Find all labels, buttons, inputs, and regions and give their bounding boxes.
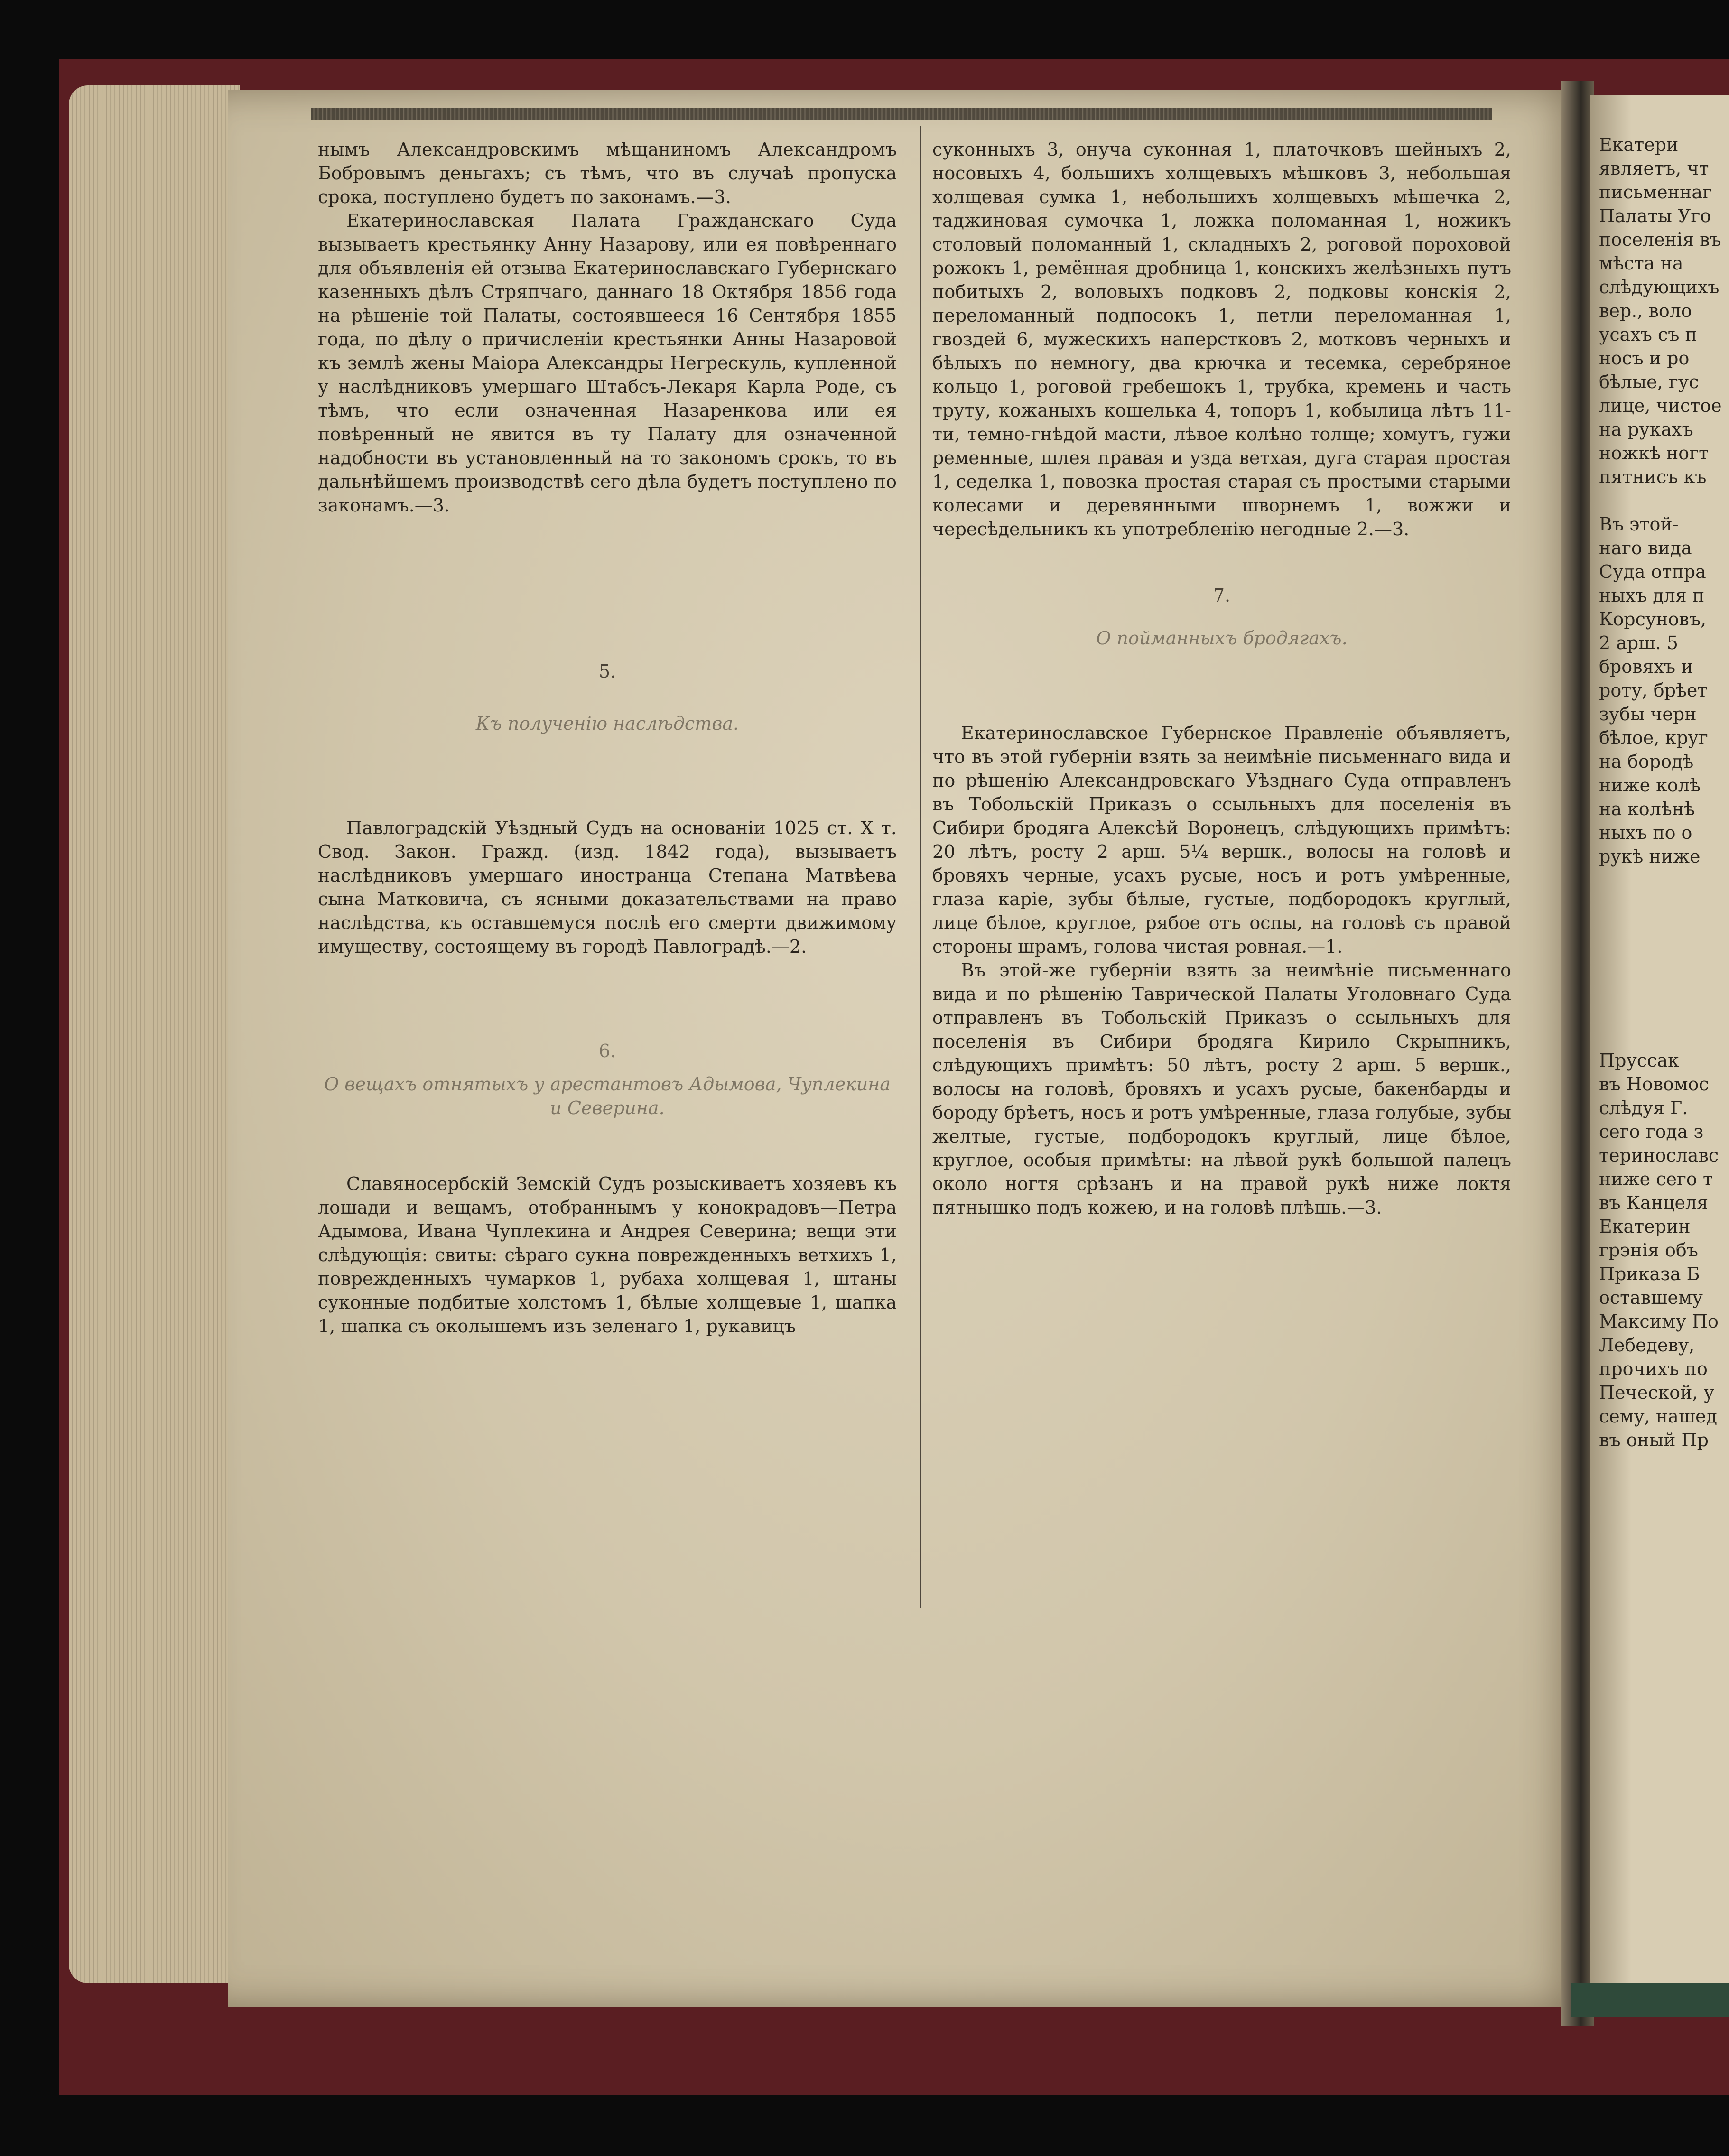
right-page-line: пятнисъ къ	[1599, 466, 1707, 487]
right-page-line: Лебедеву,	[1599, 1335, 1695, 1356]
right-column	[932, 138, 1511, 1219]
right-page-line: поселенія въ	[1599, 229, 1721, 250]
paragraph-voronets: Екатеринославское Губернское Правленіе объявляетъ, что въ этой губерніи взять за неимѣніе письменнаго вида и по рѣшенію Александровскаго Уѣзднаго Суда отправленъ въ Тобольскій Приказъ о ссыльныхъ для поселенія въ Сибири бродяга Алексѣй Воронецъ, слѣдующихъ примѣтъ: 20 лѣтъ, росту 2 арш. 5¼ вершк., волосы на головѣ и бровяхъ черные, усахъ русые, носъ и ротъ умѣренные, глаза каріе, зубы бѣлые, густые, подбородокъ круглый, лице бѣлое, круглое, рябое отъ оспы, на головѣ съ правой стороны шрамъ, голова чистая ровная.—1.	[932, 723, 1511, 957]
paragraph-nazarova: Екатеринославская Палата Гражданскаго Суда вызываетъ крестьянку Анну Назарову, или ея повѣреннаго для объявленія ей отзыва Екатеринославскаго Губернскаго казенныхъ дѣлъ Стряпчаго, даннаго 18 Октября 1856 года на рѣшеніе той Палаты, состоявшееся 16 Сентября 1855 года, по дѣлу о причисленіи крестьянки Анны Назаровой къ землѣ жены Маіора Александры Негрескуль, купленной у наслѣдниковъ умершаго Штабсъ-Лекаря Карла Роде, съ тѣмъ, что если означенная Назаренкова или ея повѣренный не явится въ ту Палату для означенной надобности въ установленный на то закономъ срокъ, то въ дальнѣйшемъ производствѣ сего дѣла будетъ поступлено по законамъ.—3.	[318, 210, 897, 516]
right-page-line: на бородѣ	[1599, 751, 1694, 772]
top-decorative-rule	[311, 108, 1492, 120]
column-divider	[920, 126, 921, 1608]
right-page-line: Екатерин	[1599, 1216, 1691, 1237]
green-page-edge	[1571, 1983, 1729, 2017]
right-page-line: Палаты Уго	[1599, 205, 1711, 226]
right-page-line: Корсуновъ,	[1599, 609, 1707, 630]
right-page-line: ниже колѣ	[1599, 775, 1701, 796]
right-page-line: лице, чистое	[1599, 395, 1722, 416]
right-page-line: сего года з	[1599, 1121, 1704, 1142]
section-number-5: 5.	[598, 661, 616, 682]
paragraph-skrypnik: Въ этой-же губерніи взять за неимѣніе письменнаго вида и по рѣшенію Таврической Палаты Уголовнаго Суда отправленъ въ Тобольскій Приказъ о ссыльныхъ для поселенія въ Сибири бродяга Кирило Скрыпникъ, слѣдующихъ примѣтъ: 50 лѣтъ, росту 2 арш. 5 вершк., волосы на головѣ, бровяхъ и усахъ русые, бакенбарды и бороду брѣетъ, носъ и ротъ умѣренные, глаза голубые, зубы желтые, густые, подбородокъ круглый, лице бѣлое, круглое, особыя примѣты: на лѣвой рукѣ большой палецъ около ногтя срѣзанъ и на правой рукѣ ниже локтя пятнышко подъ кожею, и на головѣ плѣшь.—3.	[932, 960, 1511, 1218]
right-page-line: ножкѣ ногт	[1599, 443, 1709, 464]
right-page-line: являетъ, чт	[1599, 158, 1709, 179]
right-page-line: бѣлое, круг	[1599, 727, 1708, 748]
right-page-line: роту, брѣет	[1599, 680, 1708, 701]
right-page-fragments	[1599, 133, 1729, 1452]
paragraph-items-list: суконныхъ 3, онуча суконная 1, платочковъ шейныхъ 2, носовыхъ 4, большихъ холщевыхъ мѣшковъ 3, небольшая холщевая сумка 1, небольшихъ холщевыхъ мѣшечка 2, таджиновая сумочка 1, ложка поломанная 1, ножикъ столовый поломанный 1, складныхъ 2, роговой пороховой рожокъ 1, ремённая дробница 1, конскихъ желѣзныхъ путъ побитыхъ 2, воловыхъ подковъ 2, подковы конскія 2, переломанный подпосокъ 1, петли переломанная 1, гвоздей 6, мужескихъ наперстковъ 2, мотковъ черныхъ и бѣлыхъ по немногу, два крючка и тесемка, серебряное кольцо 1, роговой гребешокъ 1, трубка, кремень и часть труту, кожаныхъ кошелька 4, топоръ 1, кобылица лѣтъ 11-ти, темно-гнѣдой масти, лѣвое колѣно толще; хомутъ, гужи ременные, шлея правая и узда ветхая, дуга старая простая 1, седелка 1, повозка простая старая съ простыми старыми колесами и деревянными шворнемъ 1, вожжи и чересѣдельникъ къ употребленію негодные 2.—3.	[932, 139, 1511, 539]
right-page-line: мѣста на	[1599, 253, 1683, 274]
right-page-line: слѣдующихъ	[1599, 277, 1720, 297]
paragraph-slavyanoserbsk: Славяносербскій Земскій Судъ розыскиваетъ хозяевъ къ лошади и вещамъ, отобраннымъ у конокрадовъ—Петра Адымова, Ивана Чуплекина и Андрея Северина; вещи эти слѣдующія: свиты: сѣраго сукна поврежденныхъ ветхихъ 1, поврежденныхъ чумарков 1, рубаха холщевая 1, штаны суконные подбитые холстомъ 1, бѣлые холщевые 1, шапка 1, шапка съ околышемъ изъ зеленаго 1, рукавицъ	[318, 1173, 897, 1337]
right-page-line: 2 арш. 5	[1599, 632, 1678, 653]
right-page-line: носъ и ро	[1599, 348, 1690, 369]
right-page-line: бѣлые, гус	[1599, 372, 1699, 392]
right-page-line: Екатери	[1599, 134, 1679, 155]
page-edges	[69, 85, 240, 1983]
section-heading-vagrants: О пойманныхъ бродягахъ.	[1096, 628, 1348, 649]
right-page-line: бровяхъ и	[1599, 656, 1693, 677]
right-page-line: прочихъ по	[1599, 1358, 1708, 1379]
section-number-6: 6.	[598, 1041, 616, 1061]
right-page-line: усахъ съ п	[1599, 324, 1697, 345]
paragraph-pavlograd: Павлоградскій Уѣздный Судъ на основаніи 1025 ст. X т. Свод. Закон. Гражд. (изд. 1842 года), вызываетъ наслѣдниковъ умершаго иностранца Степана Матвѣева сына Матковича, съ ясными доказательствами на право наслѣдства, къ оставшемуся послѣ его смерти движимому имуществу, состоящему въ городѣ Павлоградѣ.—2.	[318, 818, 897, 957]
right-page-line: сему, нашед	[1599, 1406, 1718, 1427]
right-page-line: зубы черн	[1599, 704, 1697, 725]
right-page-line: грэнія объ	[1599, 1240, 1698, 1261]
right-page-line: на колѣнѣ	[1599, 799, 1695, 819]
right-page-line: наго вида	[1599, 538, 1692, 558]
section-heading-stolen-items: О вещахъ отнятыхъ у арестантовъ Адымова, Чуплекина и Северина.	[324, 1074, 891, 1118]
right-page-line: на рукахъ	[1599, 419, 1693, 440]
right-page-line: въ оный Пр	[1599, 1430, 1709, 1450]
right-page-line: Пруссак	[1599, 1050, 1679, 1071]
right-page-line: Въ этой-	[1599, 514, 1679, 535]
right-page	[1590, 95, 1729, 2012]
right-page-line: теринославс	[1599, 1145, 1719, 1166]
right-page-line: въ Новомос	[1599, 1074, 1709, 1095]
right-page-line: ныхъ по о	[1599, 822, 1692, 843]
right-page-line: ныхъ для п	[1599, 585, 1705, 606]
right-page-line: Печеской, у	[1599, 1382, 1714, 1403]
right-page-line: ниже сего т	[1599, 1169, 1713, 1190]
right-page-line: Суда отпра	[1599, 561, 1706, 582]
right-page-line: въ Канцеля	[1599, 1192, 1709, 1213]
right-page-line: рукѣ ниже	[1599, 846, 1701, 867]
section-heading-inheritance: Къ полученію наслѣдства.	[475, 713, 739, 734]
right-page-line: вер., воло	[1599, 300, 1692, 321]
right-page-line: письменнаг	[1599, 182, 1712, 203]
right-page-line: слѣдуя Г.	[1599, 1097, 1688, 1118]
right-page-line: Максиму По	[1599, 1311, 1719, 1332]
paragraph-bobrov: нымъ Александровскимъ мѣщаниномъ Александромъ Бобровымъ деньгахъ; съ тѣмъ, что въ случаѣ пропуска срока, поступлено будетъ по законамъ.—3.	[318, 139, 897, 207]
left-column	[318, 138, 897, 1338]
right-page-line: оставшему	[1599, 1287, 1703, 1308]
section-number-7: 7.	[1213, 585, 1231, 606]
right-page-line: Приказа Б	[1599, 1264, 1700, 1284]
